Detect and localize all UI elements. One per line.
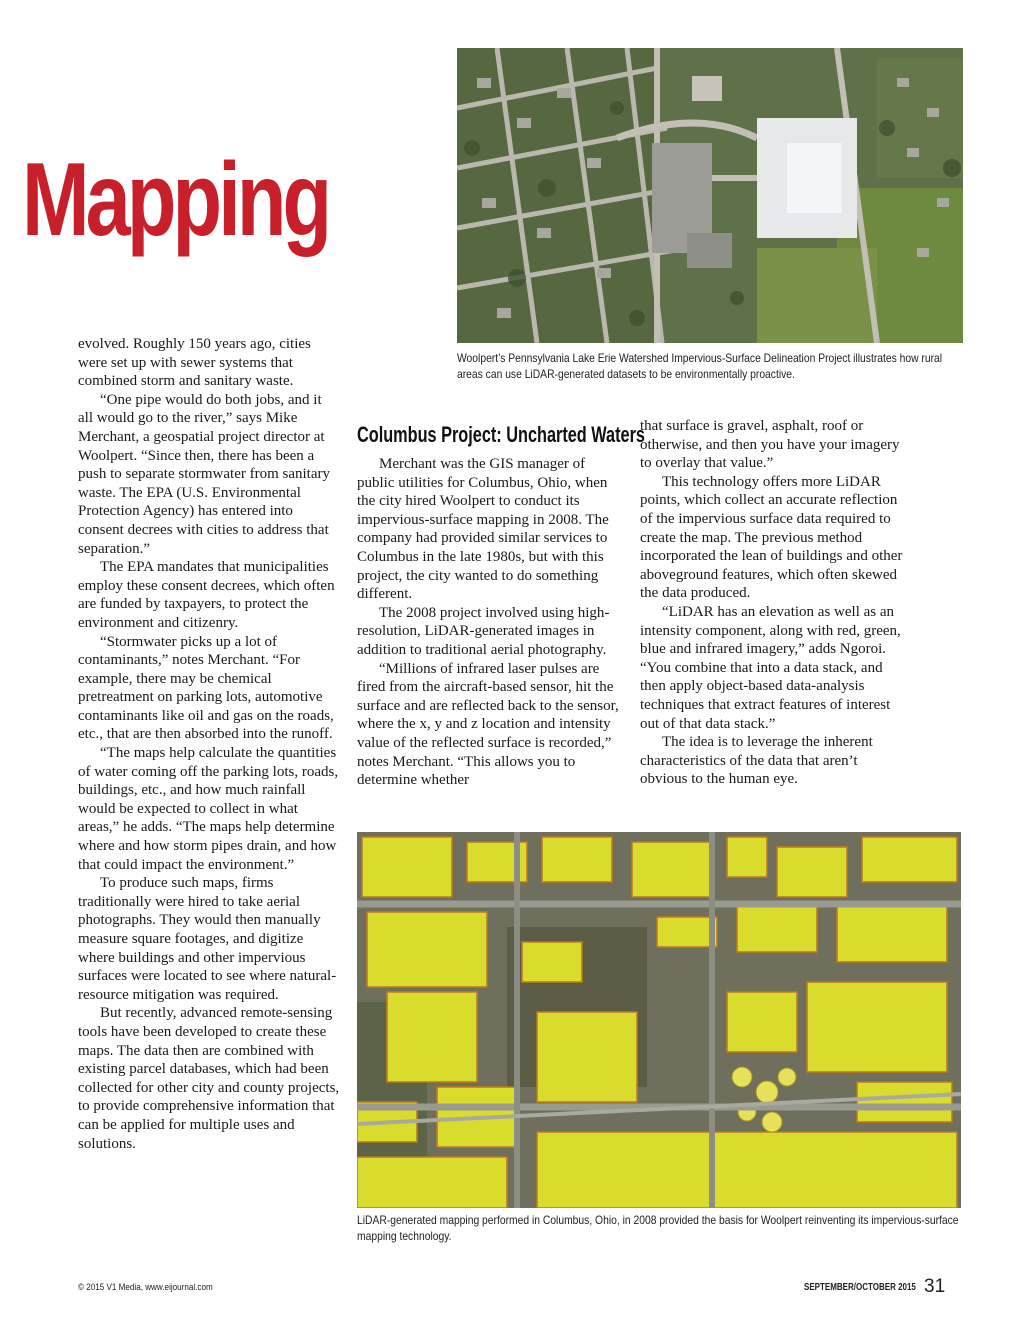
- lidar-mapping-image: [357, 832, 961, 1208]
- aerial-photo-watershed: [457, 48, 963, 343]
- photo-caption-watershed: Woolpert’s Pennsylvania Lake Erie Watershed Impervious-Surface Delineation Project illustrates how rural areas can use LiDAR-generated datasets to be environmentally proactive.: [457, 351, 943, 381]
- section-title: Mapping: [22, 142, 329, 258]
- paragraph: “One pipe would do both jobs, and it all would go to the river,” says Mike Merchant, a geospatial project director at Woolpert. “Since then, there has been a push to separate stormwater from sanitary waste. The EPA (U.S. Environmental Protection Agency) has entered into consent decrees with cities to address that separation.”: [78, 391, 331, 557]
- paragraph: To produce such maps, firms traditionally were hired to take aerial photographs. They would then manually measure square footages, and digitize where buildings and other impervious surfaces were located to see where natural-resource mitigation was required.: [78, 875, 337, 1003]
- paragraph: The EPA mandates that municipalities employ these consent decrees, which often are funded by taxpayers, to protect the environment and citizenry.: [78, 559, 335, 631]
- paragraph: The idea is to leverage the inherent characteristics of the data that aren’t obvious to the human eye.: [640, 734, 873, 788]
- subheading: Columbus Project: Uncharted Waters: [357, 422, 645, 447]
- paragraph: “Millions of infrared laser pulses are fired from the aircraft-based sensor, hit the surface and are reflected back to the sensor, where the x, y and z location and intensity value of the reflected surface is recorded,” notes Merchant. “This allows you to determine whether: [357, 660, 619, 789]
- paragraph: evolved. Roughly 150 years ago, cities were set up with sewer systems that combined storm and sanitary waste.: [78, 336, 311, 390]
- article-column-2: [357, 455, 622, 790]
- aerial-photo-graphic: [457, 48, 963, 343]
- footer-copyright: © 2015 V1 Media, www.eijournal.com: [78, 1282, 213, 1292]
- paragraph: “LiDAR has an elevation as well as an intensity component, along with red, green, blue and infrared imagery,” adds Ngoroi. “You combine that into a data stack, and then apply object-based data-analysis techniques that extract features of interest out of that data stack.”: [640, 603, 901, 732]
- paragraph: This technology offers more LiDAR points, which collect an accurate reflection of the impervious surface data required to create the map. The previous method incorporated the lean of buildings and other aboveground features, which often skewed the data produced.: [640, 473, 903, 602]
- article-column-1: [78, 335, 340, 1153]
- paragraph: “The maps help calculate the quantities of water coming off the parking lots, roads, buildings, etc., and how much rainfall would be expected to collect in what areas,” he adds. “The maps help determine where and how storm pipes drain, and how that could impact the environment.”: [78, 745, 339, 873]
- paragraph: Merchant was the GIS manager of public utilities for Columbus, Ohio, when the city hired Woolpert to conduct its impervious-surface mapping in 2008. The company had provided similar services to Columbus in the late 1980s, but with this project, the city wanted to do something different.: [357, 456, 609, 603]
- paragraph: “Stormwater picks up a lot of contaminants,” notes Merchant. “For example, there may be chemical pretreatment on parking lots, automotive contaminants like oil and gas on the roads, etc., that are then absorbed into the runoff.: [78, 633, 334, 743]
- lidar-map-graphic: [357, 832, 961, 1208]
- footer-issue-date: SEPTEMBER/OCTOBER 2015: [804, 1282, 916, 1293]
- page-number: 31: [924, 1276, 946, 1297]
- paragraph: The 2008 project involved using high-resolution, LiDAR-generated images in addition to traditional aerial photography.: [357, 604, 610, 658]
- paragraph: But recently, advanced remote-sensing tools have been developed to create these maps. The data then are combined with existing parcel databases, which had been collected for other city and county projects, to provide comprehensive information that can be applied for multiple uses and solutions.: [78, 1005, 340, 1152]
- photo-caption-lidar: LiDAR-generated mapping performed in Columbus, Ohio, in 2008 provided the basis for Woolpert reinventing its impervious-surface mapping technology.: [357, 1213, 959, 1243]
- paragraph: that surface is gravel, asphalt, roof or otherwise, and then you have your imagery to overlay that value.”: [640, 418, 900, 472]
- article-column-3: [640, 417, 905, 789]
